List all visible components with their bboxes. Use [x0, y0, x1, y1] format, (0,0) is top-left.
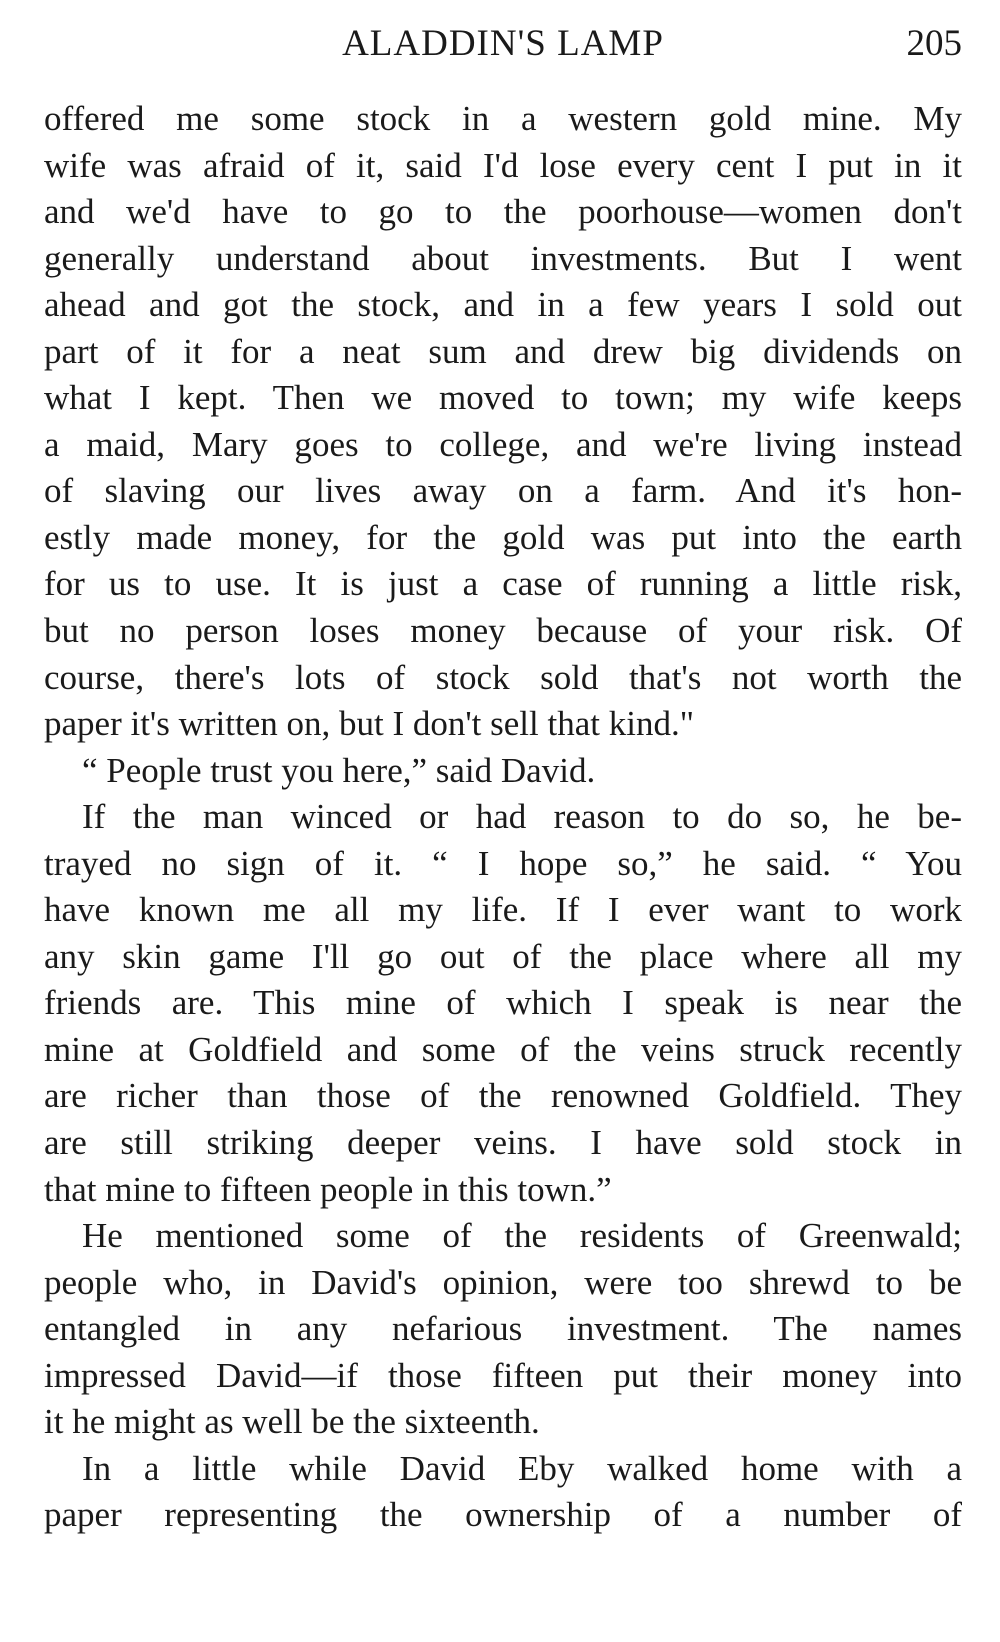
running-title: ALADDIN'S LAMP — [342, 23, 664, 64]
text-line: course, there's lots of stock sold that's not worth the — [44, 657, 962, 697]
text-line: trayed no sign of it. “ I hope so,” he said. “ You — [44, 843, 962, 883]
text-line: entangled in any nefarious investment. The names — [44, 1309, 962, 1349]
text-line: part of it for a neat sum and drew big dividends on — [44, 331, 962, 371]
text-line: any skin game I'll go out of the place where all my — [44, 936, 962, 976]
paragraph-start-line: He mentioned some of the residents of Greenwald; — [82, 1216, 962, 1256]
text-line: have known me all my life. If I ever want to work — [44, 890, 962, 930]
paragraph-start-line: If the man winced or had reason to do so, he be- — [82, 797, 962, 837]
body-text — [44, 96, 962, 1539]
text-line: paper it's written on, but I don't sell that kind." — [44, 704, 694, 744]
text-line: friends are. This mine of which I speak is near the — [44, 983, 962, 1023]
text-line: people who, in David's opinion, were too shrewd to be — [44, 1262, 962, 1302]
text-line: for us to use. It is just a case of running a little risk, — [44, 564, 962, 604]
text-line: that mine to fifteen people in this town.” — [44, 1169, 612, 1209]
text-line: are richer than those of the renowned Goldfield. They — [44, 1076, 962, 1116]
text-line: but no person loses money because of your risk. Of — [44, 611, 962, 651]
text-line: ahead and got the stock, and in a few years I sold out — [44, 285, 962, 325]
paragraph-start-line: In a little while David Eby walked home with a — [82, 1448, 962, 1488]
text-line: what I kept. Then we moved to town; my wife keeps — [44, 378, 962, 418]
text-line: of slaving our lives away on a farm. And it's hon- — [44, 471, 962, 511]
text-line: are still striking deeper veins. I have sold stock in — [44, 1123, 962, 1163]
text-line: offered me some stock in a western gold mine. My — [44, 99, 962, 138]
text-line: mine at Goldfield and some of the veins struck recently — [44, 1029, 962, 1069]
text-line: a maid, Mary goes to college, and we're living instead — [44, 424, 962, 464]
text-line: estly made money, for the gold was put into the earth — [44, 517, 962, 557]
text-line: wife was afraid of it, said I'd lose every cent I put in it — [44, 145, 962, 185]
text-line: and we'd have to go to the poorhouse—women don't — [44, 192, 962, 232]
text-line: paper representing the ownership of a number of — [44, 1495, 962, 1535]
text-line: impressed David—if those fifteen put their money into — [44, 1355, 962, 1395]
running-head — [44, 22, 962, 82]
paragraph-start-line: “ People trust you here,” said David. — [82, 750, 596, 790]
page-number: 205 — [906, 23, 962, 64]
text-line: generally understand about investments. But I went — [44, 238, 962, 278]
text-line: it he might as well be the sixteenth. — [44, 1402, 540, 1442]
